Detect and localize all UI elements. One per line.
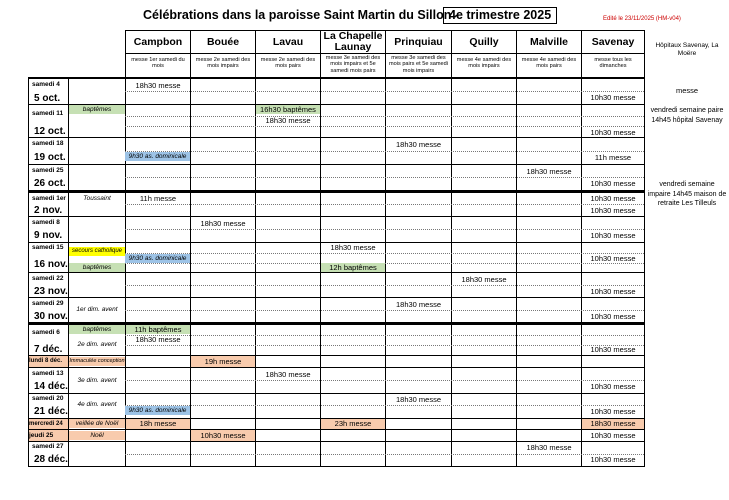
mass-entry: 10h30 messe: [590, 128, 636, 137]
hospital-note-odd-week: vendredi semaine impaire 14h45 maison de retraite Les Tilleuls: [647, 181, 727, 207]
mass-entry: 11h messe: [594, 153, 632, 162]
hospital-note-mass: messe: [675, 86, 699, 95]
parish-name-la-chapelle-launay: La Chapelle Launay: [323, 30, 383, 53]
row-saturday-label: mercredi 24: [29, 419, 68, 429]
edition-note: Edité le 23/11/2025 (HM-v04): [603, 16, 681, 22]
mass-entry: 18h30 messe: [330, 243, 376, 252]
row-saturday-label: samedi 22: [32, 275, 64, 282]
row-sunday-date: 28 déc.: [34, 454, 68, 465]
row-saturday-label: samedi 11: [32, 110, 64, 117]
mass-entry: 18h30 messe: [582, 419, 644, 429]
row-sunday-date: 5 oct.: [34, 93, 61, 104]
row-saturday-label: samedi 1er: [32, 195, 66, 202]
row-saturday-label: samedi 4: [32, 81, 60, 88]
row-saturday-label: samedi 29: [32, 300, 64, 307]
mass-entry: 18h30 messe: [265, 116, 311, 125]
parish-rule-bouee: messe 2e samedi des mois impairs: [195, 57, 251, 70]
row-sunday-date: 12 oct.: [34, 126, 66, 137]
mass-entry: 18h30 messe: [265, 370, 311, 379]
mass-entry: 18h30 messe: [395, 140, 442, 149]
mass-entry: 18h messe: [126, 419, 190, 429]
parish-rule-campbon: messe 1er samedi du mois: [131, 57, 185, 70]
parish-name-malville: Malville: [530, 36, 568, 48]
row-saturday-label: samedi 13: [32, 370, 64, 377]
parish-rule-la-chapelle-launay: messe 3e samedi des mois impairs et 5e samedi mois pairs: [325, 55, 381, 74]
mass-entry: 10h30 messe: [590, 254, 636, 263]
event-label: 2e dim. avent: [77, 341, 117, 348]
mass-entry: 10h30 messe: [191, 430, 255, 441]
mass-entry: 10h30 messe: [590, 194, 636, 203]
mass-entry: 11h baptêmes: [126, 325, 190, 334]
parish-name-campbon: Campbon: [133, 36, 183, 48]
page-title: Célébrations dans la paroisse Saint Martin du Sillon -: [143, 8, 460, 22]
mass-entry: 10h30 messe: [590, 206, 636, 215]
event-label: Immaculée conception: [69, 358, 125, 364]
mass-entry: 10h30 messe: [590, 431, 636, 440]
hospital-note-even-week: vendredi semaine paire 14h45 hôpital Savenay: [650, 107, 724, 124]
row-sunday-date: 7 déc.: [34, 344, 63, 355]
event-label: 4e dim. avent: [77, 401, 117, 408]
row-saturday-label: samedi 25: [32, 167, 64, 174]
parish-name-prinquiau: Prinquiau: [394, 36, 443, 48]
event-label: secours catholique: [69, 247, 125, 256]
row-sunday-date: 19 oct.: [34, 152, 66, 163]
parish-rule-lavau: messe 2e samedi des mois pairs: [260, 57, 316, 70]
mass-entry: 10h30 messe: [590, 93, 636, 102]
row-saturday-label: samedi 6: [32, 329, 60, 336]
row-sunday-date: 23 nov.: [34, 286, 68, 297]
mass-entry: 10h30 messe: [590, 231, 636, 240]
mass-entry: 18h30 messe: [461, 275, 507, 284]
mass-entry: 18h30 messe: [135, 335, 181, 344]
mass-entry: 16h30 baptêmes: [256, 105, 320, 114]
row-sunday-date: 2 nov.: [34, 205, 63, 216]
row-saturday-label: samedi 8: [32, 219, 60, 226]
mass-entry: 18h30 messe: [395, 300, 442, 309]
mass-entry: 11h messe: [139, 194, 177, 203]
parish-rule-malville: messe 4e samedi des mois pairs: [521, 57, 577, 70]
row-sunday-date: 26 oct.: [34, 178, 66, 189]
parish-name-lavau: Lavau: [272, 36, 304, 48]
mass-entry: 23h messe: [321, 419, 385, 429]
mass-entry: 18h30 messe: [200, 219, 246, 228]
parish-name-savenay: Savenay: [591, 36, 635, 48]
event-label: baptêmes: [69, 263, 125, 272]
event-label: baptêmes: [69, 105, 125, 114]
event-label: 9h30 as. dominicale: [125, 152, 190, 161]
quarter-label: 4e trimestre 2025: [443, 7, 557, 24]
event-label: 1er dim. avent: [76, 306, 118, 313]
mass-entry: 10h30 messe: [590, 455, 636, 464]
mass-entry: 10h30 messe: [590, 287, 636, 296]
event-label: baptêmes: [69, 325, 125, 334]
row-saturday-label: jeudi 25: [29, 430, 68, 441]
event-label: Noël: [69, 431, 125, 440]
mass-entry: 18h30 messe: [395, 395, 442, 404]
event-label: 9h30 as. dominicale: [125, 254, 190, 263]
event-label: 3e dim. avent: [77, 377, 117, 384]
row-sunday-date: 21 déc.: [34, 406, 68, 417]
mass-entry: 10h30 messe: [590, 407, 636, 416]
parish-rule-quilly: messe 4e samedi des mois impairs: [456, 57, 512, 70]
event-label: 9h30 as. dominicale: [125, 406, 190, 415]
mass-entry: 18h30 messe: [135, 81, 181, 90]
event-label: veillée de Noël: [69, 419, 125, 428]
mass-entry: 10h30 messe: [590, 382, 636, 391]
mass-entry: 12h baptêmes: [321, 263, 385, 272]
parish-rule-prinquiau: messe 3e samedi des mois pairs et 5e samedi mois impairs: [388, 55, 449, 74]
event-label: Toussaint: [83, 195, 111, 202]
row-saturday-label: samedi 15: [32, 244, 64, 251]
row-saturday-label: lundi 8 déc.: [29, 356, 68, 367]
row-sunday-date: 14 déc.: [34, 381, 68, 392]
row-saturday-label: samedi 27: [32, 443, 64, 450]
mass-entry: 18h30 messe: [526, 167, 572, 176]
mass-entry: 10h30 messe: [590, 179, 636, 188]
parish-name-bouee: Bouée: [206, 36, 240, 48]
mass-entry: 10h30 messe: [590, 312, 636, 321]
row-sunday-date: 30 nov.: [34, 311, 68, 322]
mass-entry: 18h30 messe: [526, 443, 572, 452]
row-sunday-date: 9 nov.: [34, 230, 63, 241]
row-saturday-label: samedi 20: [32, 395, 64, 402]
row-sunday-date: 16 nov.: [34, 259, 68, 270]
parish-name-quilly: Quilly: [469, 36, 499, 48]
parish-rule-savenay: messe tous les dimanches: [594, 57, 632, 70]
mass-entry: 19h messe: [191, 356, 255, 367]
row-saturday-label: samedi 18: [32, 140, 64, 147]
hospitals-header: Hôpitaux Savenay, La Moëre: [655, 42, 719, 57]
mass-entry: 10h30 messe: [590, 345, 636, 354]
